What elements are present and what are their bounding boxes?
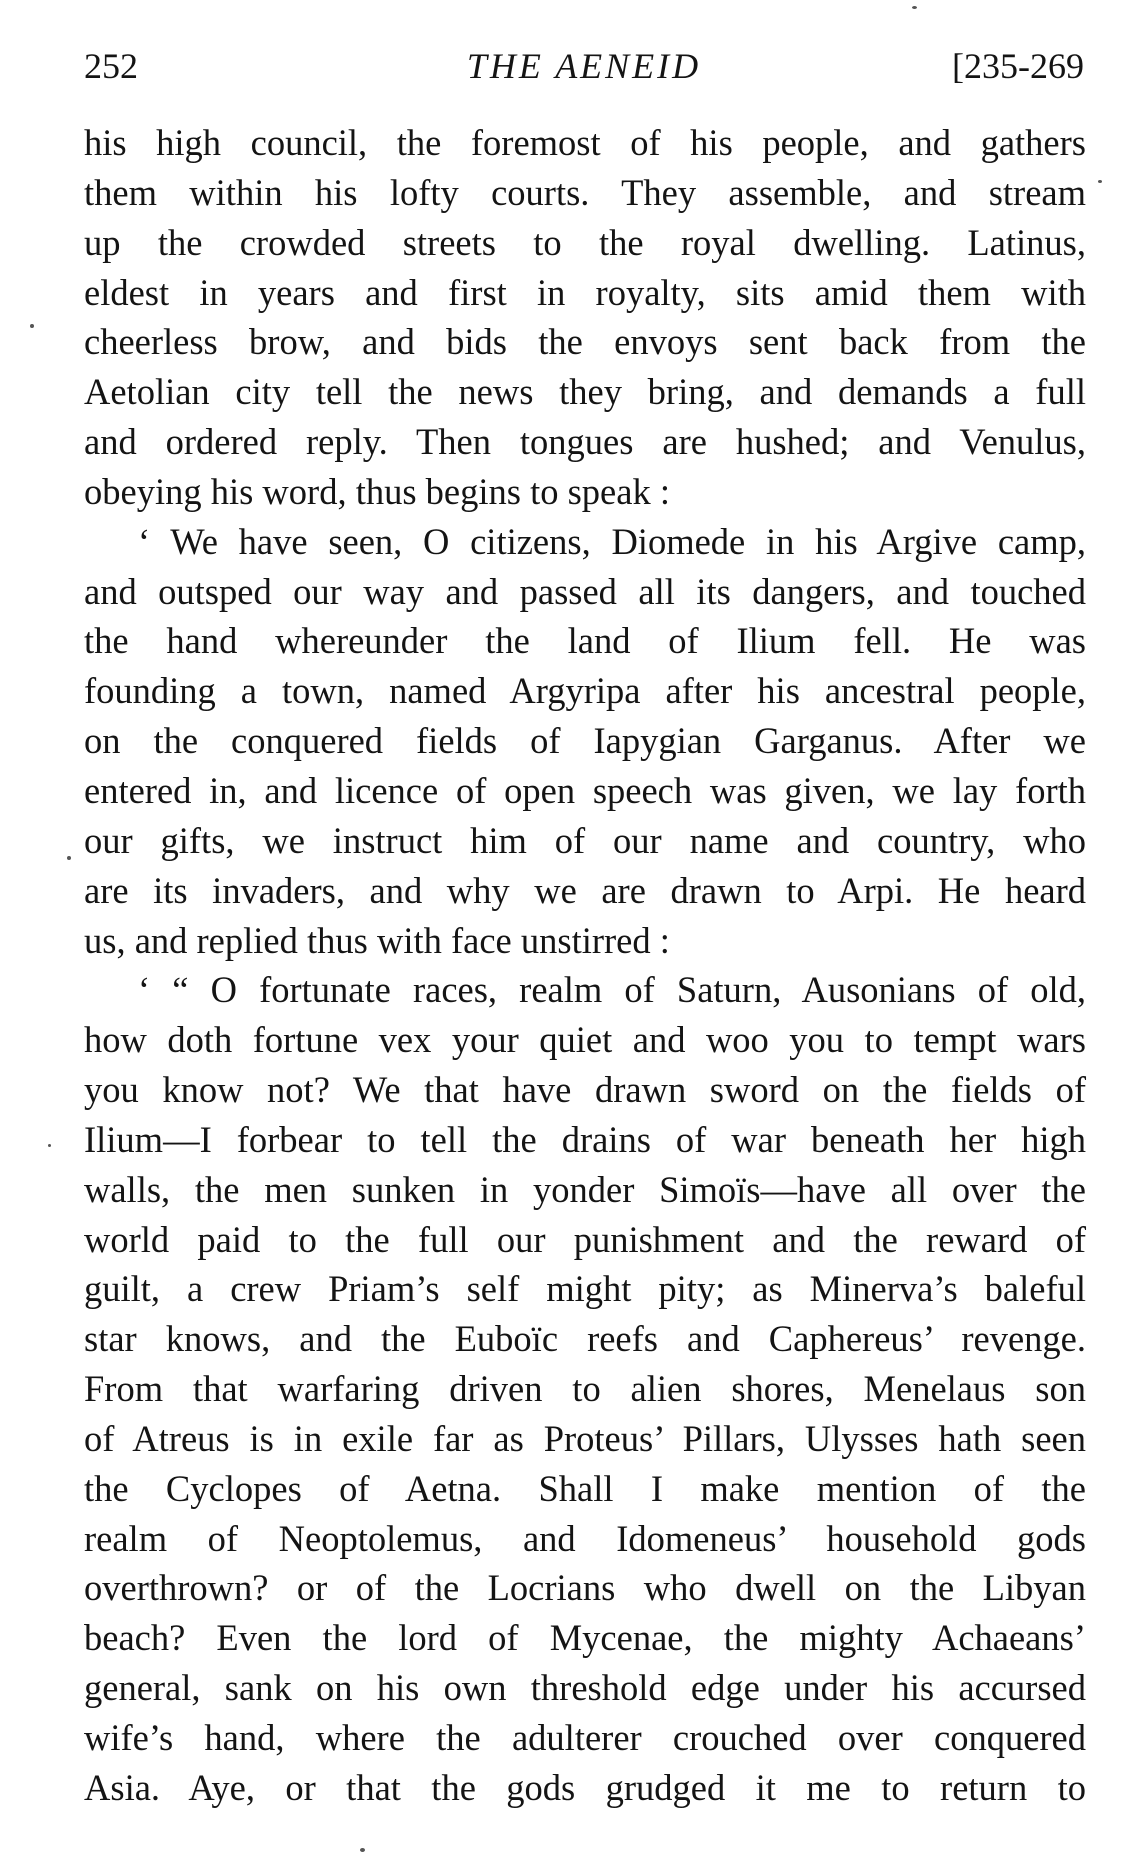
text-line: you know not? We that have drawn sword on the fields of (84, 1069, 1086, 1111)
text-line: us, and replied thus with face unstirred : (84, 919, 670, 961)
scan-speck (48, 1144, 51, 1147)
text-line: beach? Even the lord of Mycenae, the mighty Achaeans’ (84, 1617, 1086, 1659)
text-line: his high council, the foremost of his people, and gathers (84, 122, 1086, 163)
text-line: them within his lofty courts. They assemble, and stream (84, 171, 1086, 213)
text-line: wife’s hand, where the adulterer crouched over conquered (84, 1717, 1086, 1758)
text-line: realm of Neoptolemus, and Idomeneus’ household gods (84, 1517, 1086, 1559)
text-line: and ordered reply. Then tongues are hushed; and Venulus, (84, 421, 1086, 463)
text-line: our gifts, we instruct him of our name and country, who (84, 819, 1086, 861)
page-number: 252 (84, 46, 138, 86)
scan-speck (30, 324, 34, 328)
line-range: [235-269 (952, 46, 1084, 86)
text-line: and outsped our way and passed all its dangers, and touched (84, 570, 1086, 612)
text-line: walls, the men sunken in yonder Simoïs—have all over the (84, 1168, 1086, 1210)
text-line: founding a town, named Argyripa after his ancestral people, (84, 670, 1086, 712)
text-line: Ilium—I forbear to tell the drains of war beneath her high (84, 1118, 1086, 1160)
text-line: the hand whereunder the land of Ilium fell. He was (84, 620, 1086, 662)
text-line: world paid to the full our punishment and the reward of (84, 1218, 1086, 1260)
text-line: star knows, and the Euboïc reefs and Caphereus’ revenge. (84, 1318, 1086, 1360)
text-line: general, sank on his own threshold edge under his accursed (84, 1667, 1086, 1709)
text-line: are its invaders, and why we are drawn to Arpi. He heard (84, 869, 1086, 911)
text-line: up the crowded streets to the royal dwelling. Latinus, (84, 221, 1086, 263)
scan-speck (360, 1848, 365, 1852)
scan-speck (912, 6, 917, 9)
text-line: eldest in years and first in royalty, sits amid them with (84, 271, 1086, 313)
scan-speck (67, 856, 71, 860)
text-line: obeying his word, thus begins to speak : (84, 470, 670, 512)
text-line: entered in, and licence of open speech was given, we lay forth (84, 769, 1086, 811)
text-line: Aetolian city tell the news they bring, and demands a full (84, 371, 1086, 413)
running-head (84, 36, 1084, 96)
text-line: ‘ We have seen, O citizens, Diomede in his Argive camp, (138, 520, 1086, 562)
text-line: how doth fortune vex your quiet and woo you to tempt wars (84, 1019, 1086, 1061)
text-line: on the conquered fields of Iapygian Garganus. After we (84, 720, 1086, 762)
text-line: cheerless brow, and bids the envoys sent back from the (84, 321, 1086, 363)
running-title: THE AENEID (466, 46, 702, 86)
text-line: the Cyclopes of Aetna. Shall I make mention of the (84, 1467, 1086, 1509)
text-line: guilt, a crew Priam’s self might pity; as Minerva’s baleful (84, 1268, 1086, 1310)
text-line: Asia. Aye, or that the gods grudged it me to return to (84, 1766, 1086, 1808)
body-text (84, 118, 1086, 1813)
text-line: of Atreus is in exile far as Proteus’ Pillars, Ulysses hath seen (84, 1417, 1086, 1459)
text-line: From that warfaring driven to alien shores, Menelaus son (84, 1368, 1086, 1410)
scan-speck (1098, 180, 1102, 183)
text-line: overthrown? or of the Locrians who dwell on the Libyan (84, 1567, 1086, 1609)
text-line: ‘ “ O fortunate races, realm of Saturn, Ausonians of old, (138, 969, 1086, 1011)
